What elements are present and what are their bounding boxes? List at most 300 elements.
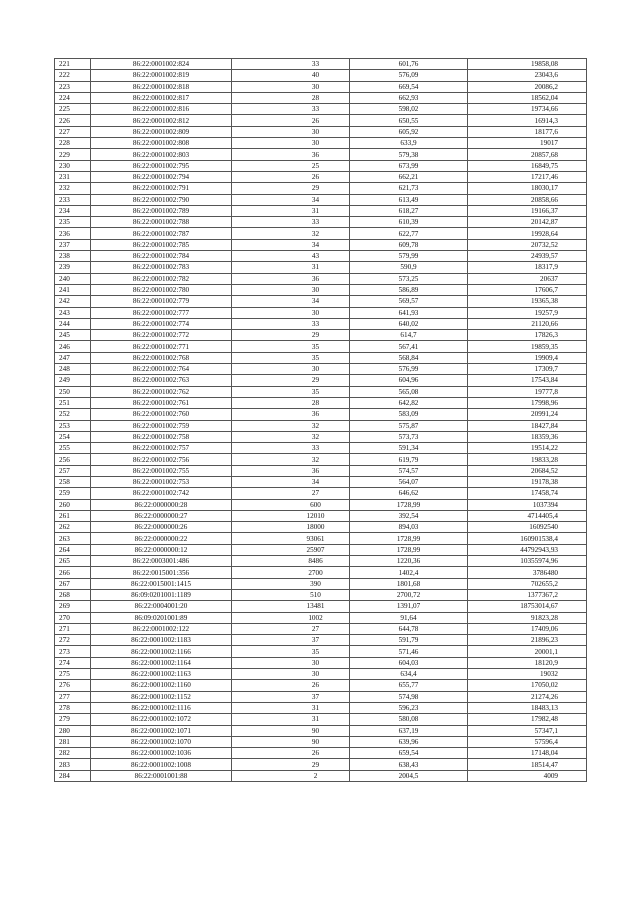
area-cell: 34 xyxy=(232,194,350,205)
cadastral-value-cell: 21120,66 xyxy=(468,318,587,329)
cadastral-number-cell: 86:22:0001002:808 xyxy=(91,138,232,149)
cadastral-value-cell: 702655,2 xyxy=(468,578,587,589)
specific-value-cell: 601,76 xyxy=(350,59,468,70)
area-cell: 2700 xyxy=(232,567,350,578)
specific-value-cell: 1801,68 xyxy=(350,578,468,589)
specific-value-cell: 573,25 xyxy=(350,273,468,284)
cadastral-value-cell: 18030,17 xyxy=(468,183,587,194)
cadastral-number-cell: 86:22:0001002:756 xyxy=(91,454,232,465)
cadastral-number-cell: 86:22:0001002:819 xyxy=(91,70,232,81)
row-number-cell: 276 xyxy=(55,680,91,691)
row-number-cell: 264 xyxy=(55,544,91,555)
specific-value-cell: 642,82 xyxy=(350,397,468,408)
area-cell: 600 xyxy=(232,499,350,510)
cadastral-number-cell: 86:22:0001002:788 xyxy=(91,217,232,228)
area-cell: 31 xyxy=(232,262,350,273)
cadastral-value-cell: 20684,52 xyxy=(468,465,587,476)
table-row xyxy=(55,364,587,375)
table-row xyxy=(55,92,587,103)
specific-value-cell: 637,19 xyxy=(350,725,468,736)
specific-value-cell: 591,34 xyxy=(350,443,468,454)
table-row xyxy=(55,725,587,736)
cadastral-number-cell: 86:22:0003001:486 xyxy=(91,556,232,567)
area-cell: 29 xyxy=(232,330,350,341)
area-cell: 93061 xyxy=(232,533,350,544)
cadastral-value-cell: 17543,84 xyxy=(468,375,587,386)
cadastral-value-cell: 1037394 xyxy=(468,499,587,510)
row-number-cell: 281 xyxy=(55,736,91,747)
specific-value-cell: 579,38 xyxy=(350,149,468,160)
area-cell: 26 xyxy=(232,680,350,691)
row-number-cell: 265 xyxy=(55,556,91,567)
specific-value-cell: 1728,99 xyxy=(350,544,468,555)
cadastral-number-cell: 86:22:0001002:780 xyxy=(91,284,232,295)
area-cell: 40 xyxy=(232,70,350,81)
area-cell: 29 xyxy=(232,375,350,386)
cadastral-number-cell: 86:22:0001002:771 xyxy=(91,341,232,352)
specific-value-cell: 569,57 xyxy=(350,296,468,307)
table-row xyxy=(55,160,587,171)
cadastral-value-cell: 18427,84 xyxy=(468,420,587,431)
cadastral-value-cell: 18514,47 xyxy=(468,759,587,770)
cadastral-value-cell: 18120,9 xyxy=(468,657,587,668)
cadastral-number-cell: 86:22:0001002:794 xyxy=(91,171,232,182)
specific-value-cell: 564,07 xyxy=(350,476,468,487)
specific-value-cell: 894,03 xyxy=(350,522,468,533)
row-number-cell: 271 xyxy=(55,623,91,634)
table-row xyxy=(55,476,587,487)
specific-value-cell: 641,93 xyxy=(350,307,468,318)
specific-value-cell: 638,43 xyxy=(350,759,468,770)
cadastral-number-cell: 86:22:0000000:26 xyxy=(91,522,232,533)
area-cell: 29 xyxy=(232,183,350,194)
cadastral-number-cell: 86:09:0201001:89 xyxy=(91,612,232,623)
table-row xyxy=(55,307,587,318)
cadastral-value-cell: 44792943,93 xyxy=(468,544,587,555)
table-row xyxy=(55,104,587,115)
cadastral-number-cell: 86:22:0001002:772 xyxy=(91,330,232,341)
cadastral-value-cell: 20637 xyxy=(468,273,587,284)
row-number-cell: 230 xyxy=(55,160,91,171)
specific-value-cell: 621,73 xyxy=(350,183,468,194)
row-number-cell: 272 xyxy=(55,635,91,646)
table-row xyxy=(55,420,587,431)
cadastral-number-cell: 86:22:0001002:782 xyxy=(91,273,232,284)
table-row xyxy=(55,736,587,747)
row-number-cell: 277 xyxy=(55,691,91,702)
cadastral-value-cell: 18753014,67 xyxy=(468,601,587,612)
specific-value-cell: 91,64 xyxy=(350,612,468,623)
specific-value-cell: 634,4 xyxy=(350,669,468,680)
row-number-cell: 235 xyxy=(55,217,91,228)
cadastral-number-cell: 86:22:0015001:1415 xyxy=(91,578,232,589)
table-row xyxy=(55,657,587,668)
table-row xyxy=(55,510,587,521)
area-cell: 13481 xyxy=(232,601,350,612)
cadastral-number-cell: 86:22:0001002:1160 xyxy=(91,680,232,691)
area-cell: 36 xyxy=(232,409,350,420)
row-number-cell: 261 xyxy=(55,510,91,521)
cadastral-number-cell: 86:22:0001002:764 xyxy=(91,364,232,375)
area-cell: 37 xyxy=(232,691,350,702)
cadastral-number-cell: 86:22:0001002:783 xyxy=(91,262,232,273)
area-cell: 90 xyxy=(232,725,350,736)
row-number-cell: 224 xyxy=(55,92,91,103)
cadastral-value-cell: 17217,46 xyxy=(468,171,587,182)
row-number-cell: 248 xyxy=(55,364,91,375)
table-row xyxy=(55,601,587,612)
cadastral-value-cell: 20732,52 xyxy=(468,239,587,250)
table-row xyxy=(55,138,587,149)
row-number-cell: 256 xyxy=(55,454,91,465)
cadastral-value-cell: 17458,74 xyxy=(468,488,587,499)
cadastral-value-cell: 16849,75 xyxy=(468,160,587,171)
table-row xyxy=(55,748,587,759)
row-number-cell: 239 xyxy=(55,262,91,273)
cadastral-value-cell: 19734,66 xyxy=(468,104,587,115)
area-cell: 30 xyxy=(232,307,350,318)
row-number-cell: 257 xyxy=(55,465,91,476)
specific-value-cell: 2700,72 xyxy=(350,589,468,600)
cadastral-number-cell: 86:22:0001002:762 xyxy=(91,386,232,397)
cadastral-number-cell: 86:22:0001002:787 xyxy=(91,228,232,239)
table-row xyxy=(55,251,587,262)
cadastral-value-cell: 18177,6 xyxy=(468,126,587,137)
specific-value-cell: 646,62 xyxy=(350,488,468,499)
table-row xyxy=(55,296,587,307)
specific-value-cell: 579,99 xyxy=(350,251,468,262)
row-number-cell: 228 xyxy=(55,138,91,149)
cadastral-number-cell: 86:22:0001002:1071 xyxy=(91,725,232,736)
specific-value-cell: 605,92 xyxy=(350,126,468,137)
cadastral-value-cell: 17606,7 xyxy=(468,284,587,295)
cadastral-number-cell: 86:22:0001002:758 xyxy=(91,431,232,442)
area-cell: 36 xyxy=(232,273,350,284)
cadastral-value-cell: 18359,36 xyxy=(468,431,587,442)
cadastral-value-cell: 4009 xyxy=(468,770,587,781)
cadastral-number-cell: 86:22:0001002:803 xyxy=(91,149,232,160)
specific-value-cell: 1391,07 xyxy=(350,601,468,612)
area-cell: 30 xyxy=(232,284,350,295)
table-row xyxy=(55,70,587,81)
area-cell: 30 xyxy=(232,364,350,375)
specific-value-cell: 580,08 xyxy=(350,714,468,725)
table-row xyxy=(55,217,587,228)
area-cell: 33 xyxy=(232,217,350,228)
cadastral-number-cell: 86:09:0201001:1189 xyxy=(91,589,232,600)
area-cell: 28 xyxy=(232,397,350,408)
table-row xyxy=(55,488,587,499)
cadastral-value-cell: 19909,4 xyxy=(468,352,587,363)
row-number-cell: 254 xyxy=(55,431,91,442)
table-row xyxy=(55,623,587,634)
cadastral-number-cell: 86:22:0001002:1183 xyxy=(91,635,232,646)
table-row xyxy=(55,194,587,205)
specific-value-cell: 598,02 xyxy=(350,104,468,115)
cadastral-number-cell: 86:22:0001002:818 xyxy=(91,81,232,92)
cadastral-value-cell: 57596,4 xyxy=(468,736,587,747)
area-cell: 34 xyxy=(232,239,350,250)
table-row xyxy=(55,533,587,544)
specific-value-cell: 622,77 xyxy=(350,228,468,239)
table-row xyxy=(55,228,587,239)
specific-value-cell: 618,27 xyxy=(350,205,468,216)
row-number-cell: 250 xyxy=(55,386,91,397)
table-row xyxy=(55,375,587,386)
area-cell: 31 xyxy=(232,714,350,725)
area-cell: 26 xyxy=(232,115,350,126)
table-row xyxy=(55,589,587,600)
row-number-cell: 267 xyxy=(55,578,91,589)
cadastral-number-cell: 86:22:0001002:795 xyxy=(91,160,232,171)
area-cell: 37 xyxy=(232,635,350,646)
cadastral-number-cell: 86:22:0001002:1152 xyxy=(91,691,232,702)
row-number-cell: 232 xyxy=(55,183,91,194)
cadastral-number-cell: 86:22:0001002:784 xyxy=(91,251,232,262)
cadastral-value-cell: 10355974,96 xyxy=(468,556,587,567)
row-number-cell: 227 xyxy=(55,126,91,137)
cadastral-number-cell: 86:22:0001002:809 xyxy=(91,126,232,137)
cadastral-number-cell: 86:22:0000000:28 xyxy=(91,499,232,510)
table-row xyxy=(55,81,587,92)
area-cell: 18000 xyxy=(232,522,350,533)
table-row xyxy=(55,149,587,160)
cadastral-value-cell: 20142,87 xyxy=(468,217,587,228)
area-cell: 32 xyxy=(232,420,350,431)
table-row xyxy=(55,431,587,442)
cadastral-number-cell: 86:22:0001002:761 xyxy=(91,397,232,408)
row-number-cell: 266 xyxy=(55,567,91,578)
specific-value-cell: 613,49 xyxy=(350,194,468,205)
specific-value-cell: 662,21 xyxy=(350,171,468,182)
cadastral-number-cell: 86:22:0000000:12 xyxy=(91,544,232,555)
cadastral-number-cell: 86:22:0001002:816 xyxy=(91,104,232,115)
area-cell: 33 xyxy=(232,59,350,70)
cadastral-value-cell: 19257,9 xyxy=(468,307,587,318)
cadastral-value-cell: 23043,6 xyxy=(468,70,587,81)
row-number-cell: 283 xyxy=(55,759,91,770)
cadastral-number-cell: 86:22:0015001:356 xyxy=(91,567,232,578)
specific-value-cell: 640,02 xyxy=(350,318,468,329)
cadastral-value-cell: 19859,35 xyxy=(468,341,587,352)
specific-value-cell: 567,41 xyxy=(350,341,468,352)
cadastral-value-cell: 17050,02 xyxy=(468,680,587,691)
area-cell: 2 xyxy=(232,770,350,781)
specific-value-cell: 659,54 xyxy=(350,748,468,759)
table-row xyxy=(55,669,587,680)
area-cell: 390 xyxy=(232,578,350,589)
cadastral-value-table xyxy=(54,58,587,782)
table-row xyxy=(55,567,587,578)
cadastral-value-cell: 19777,8 xyxy=(468,386,587,397)
area-cell: 12010 xyxy=(232,510,350,521)
cadastral-value-cell: 19032 xyxy=(468,669,587,680)
table-row xyxy=(55,454,587,465)
area-cell: 1002 xyxy=(232,612,350,623)
row-number-cell: 244 xyxy=(55,318,91,329)
cadastral-number-cell: 86:22:0001002:1166 xyxy=(91,646,232,657)
table-row xyxy=(55,171,587,182)
area-cell: 26 xyxy=(232,171,350,182)
specific-value-cell: 1220,36 xyxy=(350,556,468,567)
specific-value-cell: 576,99 xyxy=(350,364,468,375)
row-number-cell: 246 xyxy=(55,341,91,352)
cadastral-number-cell: 86:22:0001002:824 xyxy=(91,59,232,70)
row-number-cell: 284 xyxy=(55,770,91,781)
row-number-cell: 269 xyxy=(55,601,91,612)
specific-value-cell: 604,96 xyxy=(350,375,468,386)
area-cell: 30 xyxy=(232,669,350,680)
row-number-cell: 237 xyxy=(55,239,91,250)
table-row xyxy=(55,409,587,420)
row-number-cell: 268 xyxy=(55,589,91,600)
cadastral-number-cell: 86:22:0001002:1070 xyxy=(91,736,232,747)
cadastral-number-cell: 86:22:0001001:88 xyxy=(91,770,232,781)
table-row xyxy=(55,115,587,126)
cadastral-number-cell: 86:22:0001002:1164 xyxy=(91,657,232,668)
row-number-cell: 247 xyxy=(55,352,91,363)
cadastral-value-cell: 19514,22 xyxy=(468,443,587,454)
area-cell: 31 xyxy=(232,205,350,216)
row-number-cell: 249 xyxy=(55,375,91,386)
table-row xyxy=(55,578,587,589)
row-number-cell: 221 xyxy=(55,59,91,70)
table-row xyxy=(55,262,587,273)
specific-value-cell: 571,46 xyxy=(350,646,468,657)
cadastral-number-cell: 86:22:0001002:791 xyxy=(91,183,232,194)
table-row xyxy=(55,59,587,70)
table-row xyxy=(55,386,587,397)
cadastral-number-cell: 86:22:0001002:817 xyxy=(91,92,232,103)
area-cell: 27 xyxy=(232,488,350,499)
table-row xyxy=(55,126,587,137)
cadastral-number-cell: 86:22:0001002:742 xyxy=(91,488,232,499)
cadastral-value-cell: 20857,68 xyxy=(468,149,587,160)
table-row xyxy=(55,499,587,510)
specific-value-cell: 669,54 xyxy=(350,81,468,92)
cadastral-number-cell: 86:22:0001002:757 xyxy=(91,443,232,454)
table-row xyxy=(55,330,587,341)
cadastral-value-cell: 16092540 xyxy=(468,522,587,533)
area-cell: 32 xyxy=(232,228,350,239)
area-cell: 32 xyxy=(232,431,350,442)
area-cell: 29 xyxy=(232,759,350,770)
cadastral-value-cell: 19166,37 xyxy=(468,205,587,216)
cadastral-number-cell: 86:22:0001002:777 xyxy=(91,307,232,318)
row-number-cell: 253 xyxy=(55,420,91,431)
row-number-cell: 251 xyxy=(55,397,91,408)
row-number-cell: 270 xyxy=(55,612,91,623)
specific-value-cell: 650,55 xyxy=(350,115,468,126)
table-row xyxy=(55,770,587,781)
cadastral-value-cell: 21896,23 xyxy=(468,635,587,646)
row-number-cell: 259 xyxy=(55,488,91,499)
cadastral-value-cell: 57347,1 xyxy=(468,725,587,736)
specific-value-cell: 610,39 xyxy=(350,217,468,228)
cadastral-number-cell: 86:22:0001002:812 xyxy=(91,115,232,126)
specific-value-cell: 574,57 xyxy=(350,465,468,476)
cadastral-value-cell: 160901538,4 xyxy=(468,533,587,544)
specific-value-cell: 392,54 xyxy=(350,510,468,521)
cadastral-value-cell: 20991,24 xyxy=(468,409,587,420)
cadastral-value-cell: 17148,04 xyxy=(468,748,587,759)
cadastral-number-cell: 86:22:0000000:27 xyxy=(91,510,232,521)
area-cell: 27 xyxy=(232,623,350,634)
row-number-cell: 234 xyxy=(55,205,91,216)
specific-value-cell: 655,77 xyxy=(350,680,468,691)
table-row xyxy=(55,556,587,567)
area-cell: 8486 xyxy=(232,556,350,567)
cadastral-number-cell: 86:22:0001002:1036 xyxy=(91,748,232,759)
cadastral-value-cell: 17826,3 xyxy=(468,330,587,341)
area-cell: 90 xyxy=(232,736,350,747)
row-number-cell: 229 xyxy=(55,149,91,160)
area-cell: 34 xyxy=(232,296,350,307)
table-row xyxy=(55,612,587,623)
table-row xyxy=(55,759,587,770)
table-row xyxy=(55,341,587,352)
specific-value-cell: 1402,4 xyxy=(350,567,468,578)
cadastral-value-cell: 19017 xyxy=(468,138,587,149)
row-number-cell: 243 xyxy=(55,307,91,318)
cadastral-number-cell: 86:22:0001002:759 xyxy=(91,420,232,431)
cadastral-number-cell: 86:22:0004001:20 xyxy=(91,601,232,612)
row-number-cell: 233 xyxy=(55,194,91,205)
table-row xyxy=(55,702,587,713)
cadastral-number-cell: 86:22:0001002:1008 xyxy=(91,759,232,770)
row-number-cell: 258 xyxy=(55,476,91,487)
specific-value-cell: 604,03 xyxy=(350,657,468,668)
cadastral-number-cell: 86:22:0001002:763 xyxy=(91,375,232,386)
specific-value-cell: 573,73 xyxy=(350,431,468,442)
row-number-cell: 226 xyxy=(55,115,91,126)
cadastral-number-cell: 86:22:0001002:1072 xyxy=(91,714,232,725)
cadastral-value-cell: 20858,66 xyxy=(468,194,587,205)
area-cell: 28 xyxy=(232,92,350,103)
cadastral-value-cell: 1377367,2 xyxy=(468,589,587,600)
table-row xyxy=(55,443,587,454)
specific-value-cell: 2004,5 xyxy=(350,770,468,781)
row-number-cell: 222 xyxy=(55,70,91,81)
area-cell: 32 xyxy=(232,454,350,465)
cadastral-number-cell: 86:22:0001002:1116 xyxy=(91,702,232,713)
area-cell: 35 xyxy=(232,352,350,363)
row-number-cell: 252 xyxy=(55,409,91,420)
specific-value-cell: 633,9 xyxy=(350,138,468,149)
cadastral-value-cell: 18562,04 xyxy=(468,92,587,103)
cadastral-value-cell: 17998,96 xyxy=(468,397,587,408)
specific-value-cell: 662,93 xyxy=(350,92,468,103)
cadastral-value-cell: 18317,9 xyxy=(468,262,587,273)
specific-value-cell: 574,98 xyxy=(350,691,468,702)
cadastral-value-cell: 17982,48 xyxy=(468,714,587,725)
row-number-cell: 280 xyxy=(55,725,91,736)
area-cell: 30 xyxy=(232,81,350,92)
specific-value-cell: 609,78 xyxy=(350,239,468,250)
table-row xyxy=(55,239,587,250)
cadastral-value-cell: 18483,13 xyxy=(468,702,587,713)
cadastral-number-cell: 86:22:0001002:1163 xyxy=(91,669,232,680)
cadastral-value-cell: 17409,06 xyxy=(468,623,587,634)
table-row xyxy=(55,273,587,284)
row-number-cell: 282 xyxy=(55,748,91,759)
area-cell: 34 xyxy=(232,476,350,487)
table-row xyxy=(55,284,587,295)
cadastral-number-cell: 86:22:0000000:22 xyxy=(91,533,232,544)
cadastral-number-cell: 86:22:0001002:755 xyxy=(91,465,232,476)
cadastral-number-cell: 86:22:0001002:122 xyxy=(91,623,232,634)
specific-value-cell: 575,87 xyxy=(350,420,468,431)
